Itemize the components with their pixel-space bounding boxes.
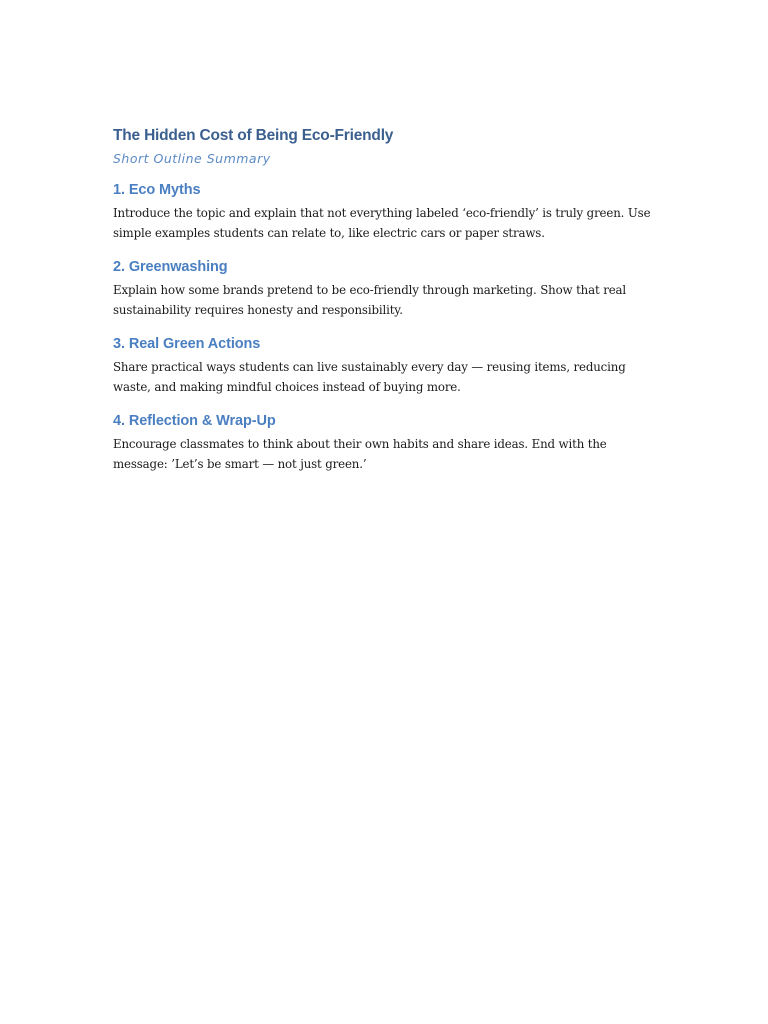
section-heading: 1. Eco Myths <box>113 182 201 198</box>
section-real-green-actions <box>113 335 658 397</box>
section-body: Share practical ways students can live sustainably every day — reusing items, reducing waste, and making mindful choices instead of buying more. <box>113 360 626 394</box>
section-greenwashing <box>113 258 658 320</box>
section-heading: 3. Real Green Actions <box>113 336 261 352</box>
section-body: Encourage classmates to think about their own habits and share ideas. End with the message: ’Let’s be smart — not just green.’ <box>113 437 607 471</box>
section-heading: 4. Reflection & Wrap-Up <box>113 413 276 429</box>
section-body: Introduce the topic and explain that not everything labeled ‘eco-friendly’ is truly green. Use simple examples students can relate to, like electric cars or paper straws. <box>113 206 651 240</box>
document-page <box>113 126 658 474</box>
section-body: Explain how some brands pretend to be eco-friendly through marketing. Show that real sustainability requires honesty and responsibility. <box>113 283 627 317</box>
section-heading: 2. Greenwashing <box>113 259 228 275</box>
section-reflection-wrap-up <box>113 412 658 474</box>
document-title: The Hidden Cost of Being Eco-Friendly <box>113 127 394 144</box>
document-subtitle: Short Outline Summary <box>113 151 271 166</box>
section-eco-myths <box>113 181 658 243</box>
